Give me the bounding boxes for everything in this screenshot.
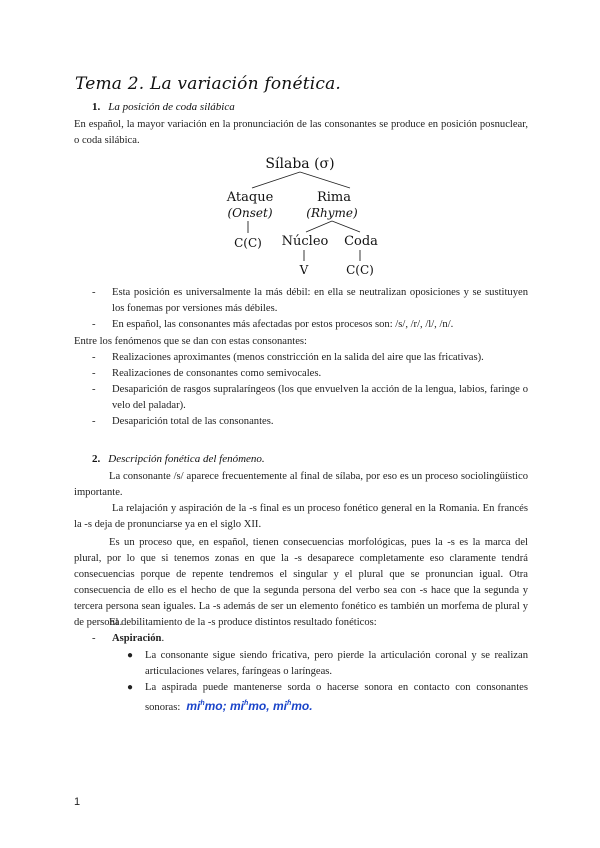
page-title: Tema 2. La variación fonética. (75, 74, 342, 94)
list-item: - Realizaciones de consonantes como semivocales. (92, 368, 322, 379)
list-item: - Realizaciones aproximantes (menos constricción en la salida del aire que las fricativas). (92, 352, 484, 363)
list-item: - En español, las consonantes más afectadas por estos procesos son: /s/, /r/, /l/, /n/. (92, 319, 454, 330)
tree-branch-left (252, 172, 300, 188)
syllable-tree-diagram (200, 150, 400, 280)
phenomena-list (92, 350, 528, 430)
list-item-text: La aspirada puede mantenerse sorda o hacerse sonora en contacto con consonantes sonoras: (145, 682, 528, 713)
section-1-intro: En español, la mayor variación en la pronunciación de las consonantes se produce en posición posnuclear, o coda silábica. (74, 119, 528, 146)
diagram-nucleus-leaf: V (299, 263, 309, 277)
list-item-text: Desaparición de rasgos supralaríngeos (los que envuelven la acción de la lengua, labios, faringe o velo del paladar). (112, 384, 528, 411)
list-item: ● La consonante sigue siendo fricativa, pero pierde la articulación coronal y se realizan articulaciones velares, faríngeas o laríngeas. (127, 650, 528, 677)
list-item: - Aspiración. (92, 633, 165, 644)
section-1-bullets (92, 285, 528, 333)
section-2-heading (92, 453, 265, 465)
tree-branch-right (300, 172, 350, 188)
aspiration-label: Aspiración (112, 633, 162, 644)
section-2-paragraph: La relajación y aspiración de la -s final es un proceso fonético general en la Romania. En francés la -s deja de pronunciarse ya en el siglo XII. (74, 503, 528, 530)
section-1-number: 1. (92, 101, 101, 113)
tree-branch-nucleus (306, 221, 332, 232)
diagram-coda-leaf: C(C) (346, 263, 374, 277)
section-2-paragraph: La consonante /s/ aparece frecuentemente al final de sílaba, por eso es un proceso sociolingüístico importante. (74, 471, 528, 498)
diagram-nucleus: Núcleo (281, 234, 329, 249)
diagram-onset-leaf: C(C) (234, 236, 262, 250)
list-item-text: Esta posición es universalmente la más débil: en ella se neutralizan oposiciones y se sustituyen los fonemas por versiones más débiles. (112, 287, 528, 314)
list-item-text: Realizaciones aproximantes (menos constricción en la salida del aire que las fricativas). (112, 352, 484, 363)
section-1-title: La posición de coda silábica (108, 101, 235, 113)
section-1-heading (92, 101, 235, 113)
diagram-onset-gloss: (Onset) (227, 206, 273, 220)
section-2-number: 2. (92, 453, 101, 465)
diagram-rhyme: Rima (316, 190, 352, 205)
diagram-coda: Coda (344, 234, 378, 249)
aspiration-sub-bullets (125, 648, 528, 716)
list-item: - Desaparición de rasgos supralaríngeos (los que envuelven la acción de la lengua, labios, faringe o velo del paladar). (92, 384, 528, 411)
section-2-paragraph: El debilitamiento de la -s produce distintos resultado fonéticos: (109, 617, 377, 628)
aspiration-list (92, 631, 528, 647)
list-item: - Esta posición es universalmente la más débil: en ella se neutralizan oposiciones y se sustituyen los fonemas por versiones más débiles. (92, 287, 528, 314)
diagram-rhyme-gloss: (Rhyme) (306, 206, 358, 220)
list-item: - Desaparición total de las consonantes. (92, 416, 274, 427)
section-2-title: Descripción fonética del fenómeno. (108, 453, 265, 465)
page-number: 1 (74, 796, 81, 808)
section-2-paragraph: Es un proceso que, en español, tienen consecuencias morfológicas, pues la -s es la marca del plural, por lo que si tenemos zonas en que la -s desaparece completamente eso claramente tendrá consecuencias porque de repente tendremos el singular y el plural que se pronuncian igual. Otra consecuencia de ello es el hecho de que la segunda persona del verbo sea con -s hace que la segunda y tercera persona sean iguales. La -s además de ser un elemento fonético es también un morfema de plural y de persona. (74, 537, 528, 628)
tree-branch-coda (332, 221, 360, 232)
list-item: ● La aspirada puede mantenerse sorda o hacerse sonora en contacto con consonantes sonoras: $mi^hmo$; $mi^ɦmo$, $mi^ɦmo$. (127, 682, 528, 713)
diagram-onset: Ataque (226, 190, 274, 205)
ipa-example: $mi^hmo$; $mi^ɦmo$, $mi^ɦmo$. (186, 699, 313, 713)
diagram-root: Sílaba (σ) (265, 156, 335, 172)
list-item-text: Realizaciones de consonantes como semivocales. (112, 368, 322, 379)
list-item-text: Desaparición total de las consonantes. (112, 416, 274, 427)
phenomena-intro: Entre los fenómenos que se dan con estas consonantes: (74, 336, 308, 347)
list-item-text: La consonante sigue siendo fricativa, pero pierde la articulación coronal y se realizan articulaciones velares, faríngeas o laríngeas. (145, 650, 528, 677)
list-item-text: En español, las consonantes más afectadas por estos procesos son: /s/, /r/, /l/, /n/. (112, 319, 454, 330)
